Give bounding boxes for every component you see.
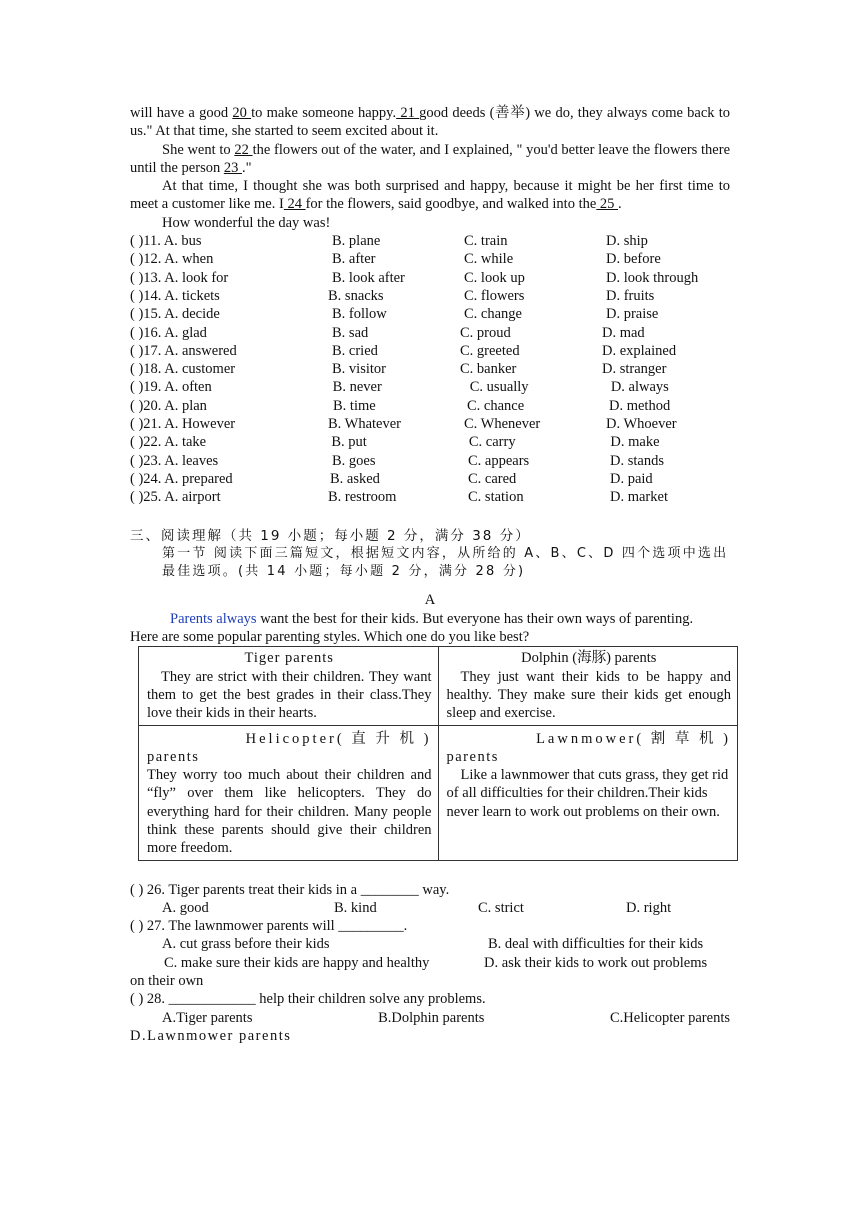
reading-intro-highlight: Parents always	[170, 610, 257, 627]
parenting-styles-table	[138, 646, 738, 860]
cloze-options	[130, 232, 730, 506]
dolphin-parents-cell	[438, 647, 738, 725]
passage-paragraph-2: She went to 22 the flowers out of the water, and I explained, " you'd better leave the flowers there until the person 23 ."	[130, 141, 731, 176]
question-26: ( ) 26. Tiger parents treat their kids in a ________ way.	[130, 881, 450, 898]
table-row	[139, 647, 738, 725]
blank-23: 23	[223, 159, 242, 176]
reading-intro: Parents always want the best for their kids. But everyone has their own ways of parenting.	[170, 610, 694, 627]
helicopter-parents-title-2: parents	[147, 748, 200, 765]
option-row-12: ( )12. A. when B. after C. while D. before	[130, 251, 661, 268]
dolphin-parents-text: They just want their kids to be happy and healthy. They make sure their kids get enough sleep and exercise.	[446, 668, 731, 722]
passage-paragraph-1: will have a good 20 to make someone happy. 21 good deeds (善举) we do, they always come back to us." At that time, she started to seem excited about it.	[130, 105, 731, 140]
reading-intro-2: Here are some popular parenting styles. Which one do you like best?	[130, 629, 530, 646]
option-row-22: ( )22. A. take B. put C. carry D. make	[130, 434, 660, 451]
blank-20: 20	[232, 105, 252, 121]
helicopter-parents-text: They worry too much about their children and “fly” over them like helicopters. They do everything hard for their children. Many people think these parents should give their children more freedom.	[147, 767, 432, 857]
question-28: ( ) 28. ____________ help their children solve any problems.	[130, 991, 486, 1008]
option-row-20: ( )20. A. plan B. time C. chance D. method	[130, 397, 671, 414]
question-28-options: A.Tiger parents B.Dolphin parents C.Helicopter parents	[162, 1009, 730, 1026]
blank-21: 21	[396, 105, 420, 121]
question-27: ( ) 27. The lawnmower parents will _________.	[130, 918, 408, 935]
exam-page	[130, 104, 730, 1045]
passage-letter-a: A	[424, 592, 436, 609]
passage-paragraph-3: At that time, I thought she was both surprised and happy, because it might be her first time to meet a customer like me. I 24 for the flowers, said goodbye, and walked into the 25 .	[130, 178, 730, 213]
blank-22: 22	[234, 141, 253, 158]
option-row-18: ( )18. A. customer B. visitor C. banker D. stranger	[130, 361, 667, 378]
section-3-instructions: 第一节 阅读下面三篇短文，根据短文内容，从所给的 A、B、C、D 四个选项中选出最佳选项。(共 14 小题；每小题 2 分，满分 28 分)	[162, 545, 729, 580]
option-row-24: ( )24. A. prepared B. asked C. cared D. paid	[130, 470, 653, 487]
passage-paragraph-4: How wonderful the day was!	[162, 214, 331, 231]
option-row-17: ( )17. A. answered B. cried C. greeted D. explained	[130, 342, 677, 359]
question-27-options-row-1: A. cut grass before their kids B. deal with difficulties for their kids	[162, 936, 704, 953]
table-row	[139, 725, 738, 860]
helicopter-parents-title: Helicopter( 直 升 机 )	[245, 730, 432, 747]
question-27-options-row-2: C. make sure their kids are happy and healthy D. ask their kids to work out problems	[164, 954, 708, 971]
question-28-option-d: D.Lawnmower parents	[130, 1027, 292, 1044]
blank-24: 24	[283, 196, 306, 213]
option-row-15: ( )15. A. decide B. follow C. change D. praise	[130, 306, 659, 323]
option-row-13: ( )13. A. look for B. look after C. look up D. look through	[130, 269, 699, 286]
lawnmower-parents-cell	[438, 725, 738, 860]
question-27-options-wrap: on their own	[130, 973, 204, 990]
dolphin-parents-title: Dolphin (海豚) parents	[521, 650, 657, 667]
option-row-14: ( )14. A. tickets B. snacks C. flowers D. fruits	[130, 287, 655, 304]
section-3-heading: 三、阅读理解（共 19 小题；每小题 2 分，满分 38 分）	[130, 527, 531, 544]
lawnmower-parents-text: Like a lawnmower that cuts grass, they get rid of all difficulties for their children.Their kids never learn to work out problems on their own.	[446, 767, 729, 820]
question-26-options: A. good B. kind C. strict D. right	[162, 899, 672, 916]
option-row-23: ( )23. A. leaves B. goes C. appears D. stands	[130, 452, 664, 469]
blank-25: 25	[596, 196, 619, 213]
tiger-parents-title: Tiger parents	[244, 650, 334, 667]
tiger-parents-text: They are strict with their children. They want them to get the best grades in their class.They love their kids in their hearts.	[147, 668, 432, 722]
option-row-25: ( )25. A. airport B. restroom C. station D. market	[130, 489, 668, 506]
option-row-16: ( )16. A. glad B. sad C. proud D. mad	[130, 324, 645, 341]
tiger-parents-cell	[139, 647, 439, 725]
option-row-19: ( )19. A. often B. never C. usually D. always	[130, 379, 669, 396]
helicopter-parents-cell	[139, 725, 439, 860]
lawnmower-parents-title-2: parents	[446, 748, 499, 765]
option-row-11: ( )11. A. bus B. plane C. train D. ship	[130, 233, 648, 250]
lawnmower-parents-title: Lawnmower( 割 草 机 )	[536, 730, 731, 747]
option-row-21: ( )21. A. However B. Whatever C. Whenever D. Whoever	[130, 416, 677, 433]
